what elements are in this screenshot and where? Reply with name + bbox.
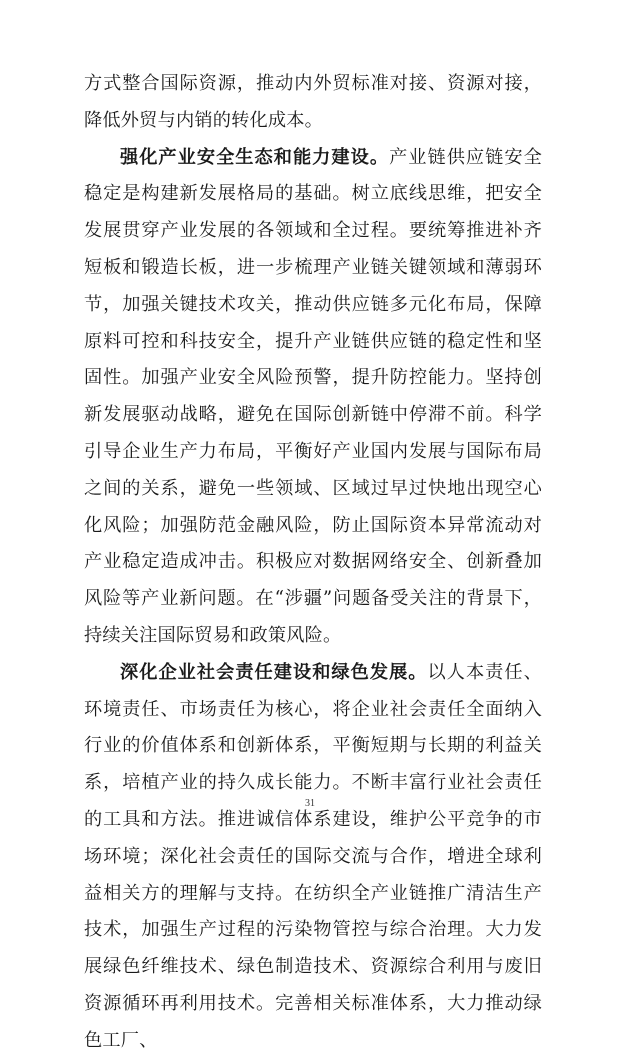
paragraph-3-text: 以人本责任、环境责任、市场责任为核心，将企业社会责任全面纳入行业的价值体系和创新体系，平衡短期与长期的利益关系，培植产业的持久成长能力。不断丰富行业社会责任的工具和方法。推进诚信体系建设，维护公平竞争的市场环境；深化社会责任的国际交流与合作，增进全球利益相关方的理解与支持。在纺织全产业链推广清洁生产技术，加强生产过程的污染物管控与综合治理。大力发展绿色纤维技术、绿色制造技术、资源综合利用与废旧资源循环再利用技术。完善相关标准体系，大力推动绿色工厂、: [84, 661, 543, 1051]
body-text: [84, 66, 542, 1060]
paragraph-2: [84, 140, 542, 655]
paragraph-2-text: 产业链供应链安全稳定是构建新发展格局的基础。树立底线思维，把安全发展贯穿产业发展的各领域和全过程。要统筹推进补齐短板和锻造长板，进一步梳理产业链关键领域和薄弱环节，加强关键技术攻关，推动供应链多元化布局，保障原料可控和科技安全，提升产业链供应链的稳定性和坚固性。加强产业安全风险预警，提升防控能力。坚持创新发展驱动战略，避免在国际创新链中停滞不前。科学引导企业生产力布局，平衡好产业国内发展与国际布局之间的关系，避免一些领域、区域过早过快地出现空心化风险；加强防范金融风险，防止国际资本异常流动对产业稳定造成冲击。积极应对数据网络安全、创新叠加风险等产业新问题。在“涉疆”问题备受关注的背景下，持续关注国际贸易和政策风险。: [84, 146, 542, 646]
paragraph-1-text: 方式整合国际资源，推动内外贸标准对接、资源对接，降低外贸与内销的转化成本。: [84, 73, 542, 131]
page-number: 31: [305, 798, 315, 809]
paragraph-3-heading: 深化企业社会责任建设和绿色发展。: [120, 661, 428, 683]
paragraph-3: [84, 655, 542, 1060]
paragraph-1: [84, 66, 542, 140]
paragraph-2-heading: 强化产业安全生态和能力建设。: [120, 146, 390, 168]
